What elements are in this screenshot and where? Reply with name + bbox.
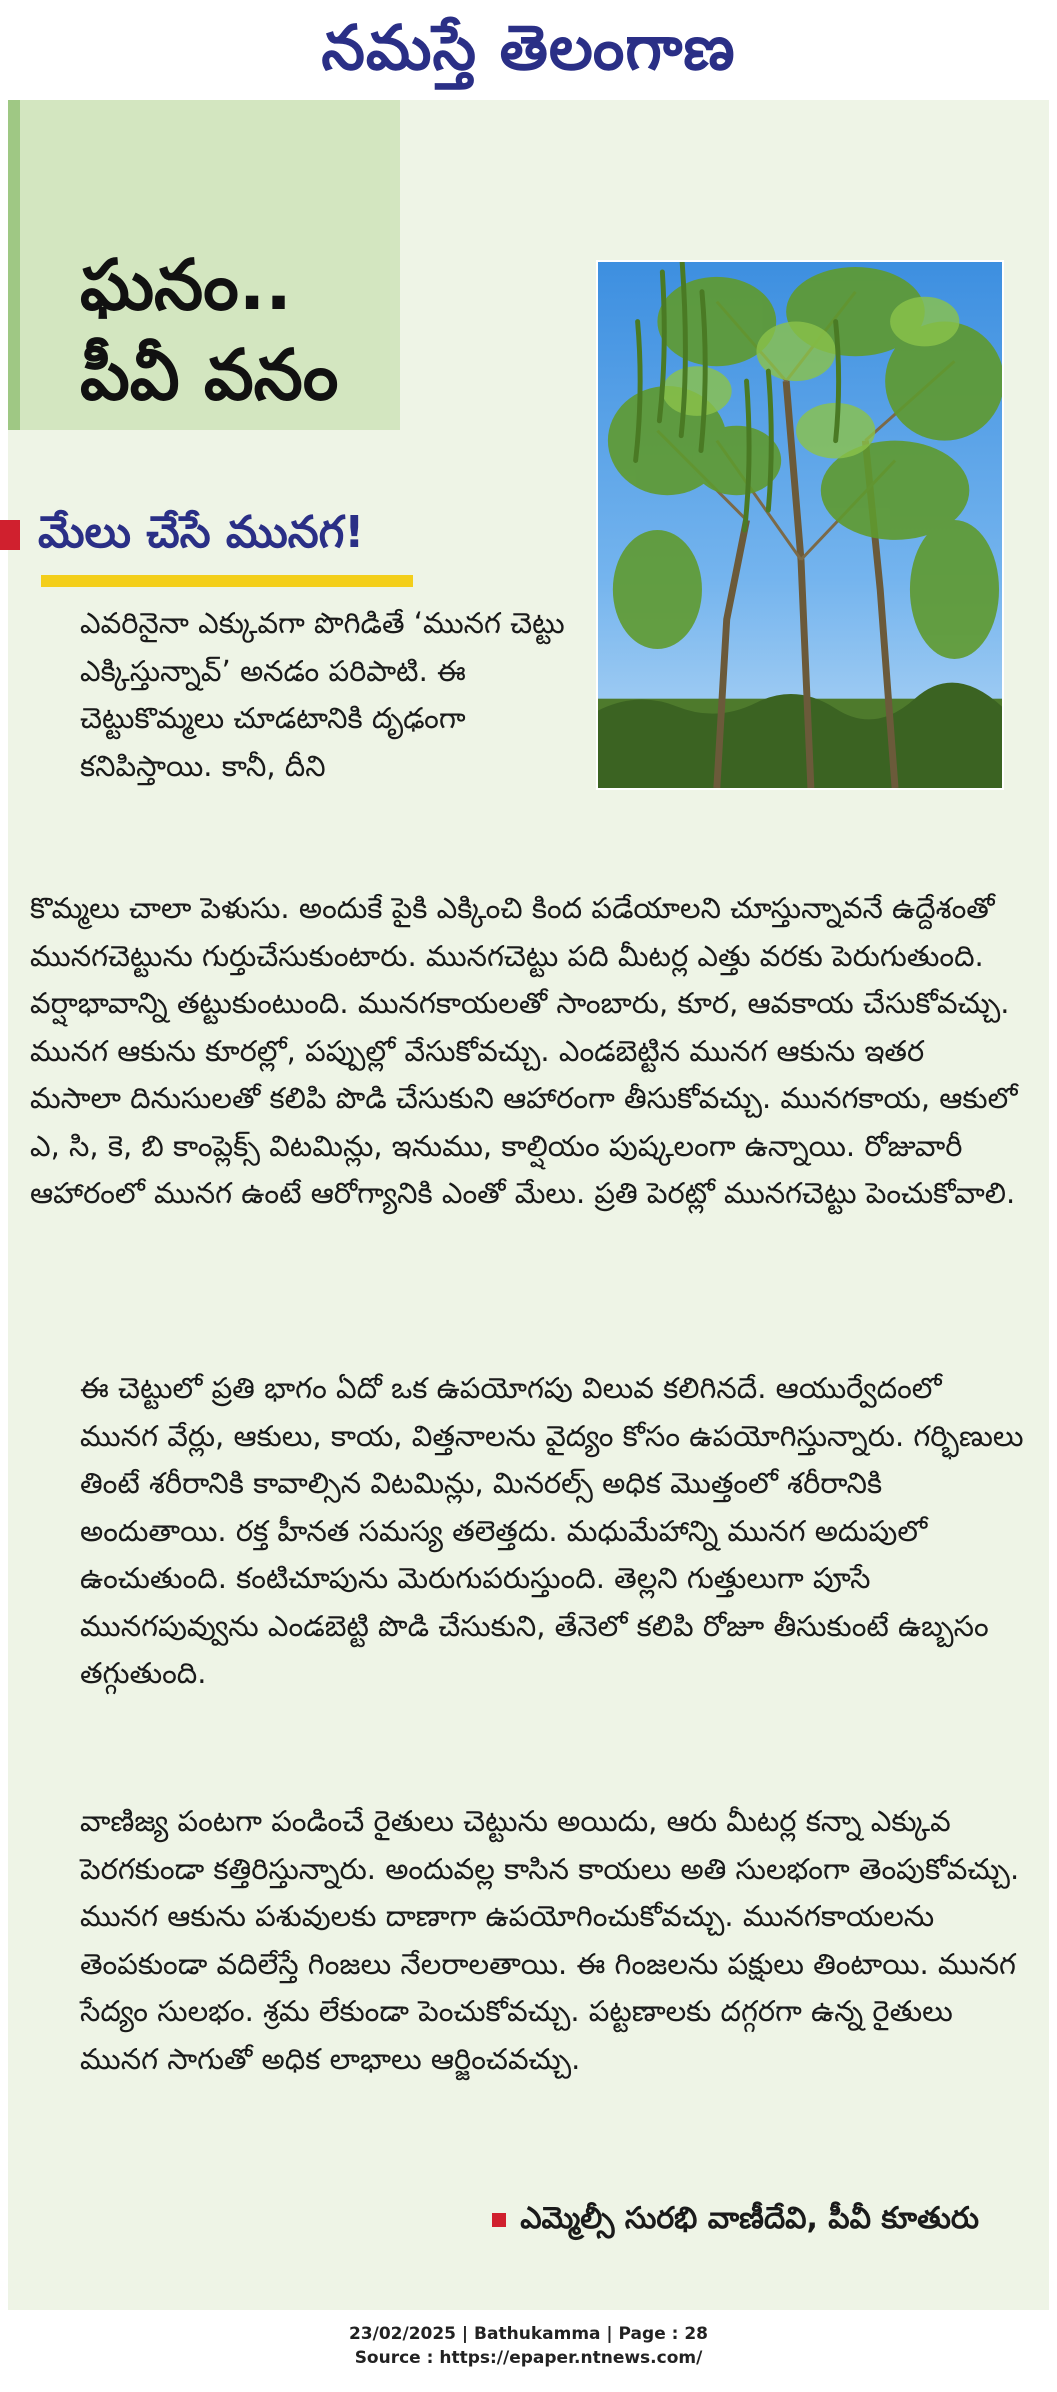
- headline-line-2: పీవీ వనం: [80, 334, 339, 416]
- byline-text: ఎమ్మెల్సీ సురభి వాణీదేవి, పీవీ కూతురు: [520, 2201, 979, 2236]
- page-footer: [0, 2322, 1057, 2370]
- footer-source: Source : https://epaper.ntnews.com/: [354, 2348, 703, 2368]
- paragraph-3-text: వాణిజ్య పంటగా పండించే రైతులు చెట్టును అయిదు, ఆరు మీటర్ల కన్నా ఎక్కువ పెరగకుండా కత్తిరిస్తున్నారు. అందువల్ల కాసిన కాయలు అతి సులభంగా తెంపుకోవచ్చు. మునగ ఆకును పశువులకు దాణాగా ఉపయోగించుకోవచ్చు. మునగకాయలను తెంపకుండా వదిలేస్తే గింజలు నేలరాలతాయి. ఈ గింజలను పక్షులు తింటాయి. మునగ సేద్యం సులభం. శ్రమ లేకుండా పెంచుకోవచ్చు. పట్టణాలకు దగ్గరగా ఉన్న రైతులు మునగ సాగుతో అధిక లాభాలు ఆర్జించవచ్చు.: [80, 1804, 1020, 2076]
- byline: [492, 2198, 979, 2240]
- headline-box: [8, 100, 400, 430]
- paragraph-1-intro: [30, 600, 590, 790]
- moringa-photo: [596, 260, 1004, 790]
- paragraph-1-intro-text: ఎవరినైనా ఎక్కువగా పొగిడితే ‘మునగ చెట్టు ఎక్కిస్తున్నావ్’ అనడం పరిపాటి. ఈ చెట్టుకొమ్మలు చూడటానికి దృఢంగా కనిపిస్తాయి. కానీ, దీని: [80, 606, 565, 783]
- masthead-logo: నమస్తే తెలంగాణ: [321, 11, 736, 84]
- subheading-marker: [0, 520, 20, 550]
- article: [8, 100, 1049, 2310]
- headline-line-1: ఘనం..: [80, 244, 292, 326]
- paragraph-2: [30, 1365, 1024, 1698]
- footer-date-page: 23/02/2025 | Bathukamma | Page : 28: [348, 2324, 709, 2344]
- byline-marker: [492, 2213, 506, 2227]
- paragraph-1-continued: కొమ్మలు చాలా పెళుసు. అందుకే పైకి ఎక్కించి కింద పడేయాలని చూస్తున్నావనే ఉద్దేశంతో మునగచెట్టును గుర్తుచేసుకుంటారు. మునగచెట్టు పది మీటర్ల ఎత్తు వరకు పెరుగుతుంది. వర్షాభావాన్ని తట్టుకుంటుంది. మునగకాయలతో సాంబారు, కూర, ఆవకాయ చేసుకోవచ్చు. మునగ ఆకును కూరల్లో, పప్పుల్లో వేసుకోవచ్చు. ఎండబెట్టిన మునగ ఆకును ఇతర మసాలా దినుసులతో కలిపి పొడి చేసుకుని ఆహారంగా తీసుకోవచ్చు. మునగకాయ, ఆకులో ఎ, సి, కె, బి కాంప్లెక్స్ విటమిన్లు, ఇనుము, కాల్షియం పుష్కలంగా ఉన్నాయి. రోజువారీ ఆహారంలో మునగ ఉంటే ఆరోగ్యానికి ఎంతో మేలు. ప్రతి పెరట్లో మునగచెట్టు పెంచుకోవాలి.: [30, 891, 1018, 1210]
- paragraph-2-text: ఈ చెట్టులో ప్రతి భాగం ఏదో ఒక ఉపయోగపు విలువ కలిగినదే. ఆయుర్వేదంలో మునగ వేర్లు, ఆకులు, కాయ, విత్తనాలను వైద్యం కోసం ఉపయోగిస్తున్నారు. గర్భిణులు తింటే శరీరానికి కావాల్సిన విటమిన్లు, మినరల్స్ అధిక మొత్తంలో శరీరానికి అందుతాయి. రక్త హీనత సమస్య తలెత్తదు. మధుమేహాన్ని మునగ అదుపులో ఉంచుతుంది. కంటిచూపును మెరుగుపరుస్తుంది. తెల్లని గుత్తులుగా పూసే మునగపువ్వును ఎండబెట్టి పొడి చేసుకుని, తేనెలో కలిపి రోజూ తీసుకుంటే ఉబ్బసం తగ్గుతుంది.: [80, 1371, 1024, 1690]
- paragraph-3: [30, 1798, 1024, 2083]
- subheading: మేలు చేసే మునగ!: [38, 507, 365, 558]
- subheading-underline: [41, 575, 413, 587]
